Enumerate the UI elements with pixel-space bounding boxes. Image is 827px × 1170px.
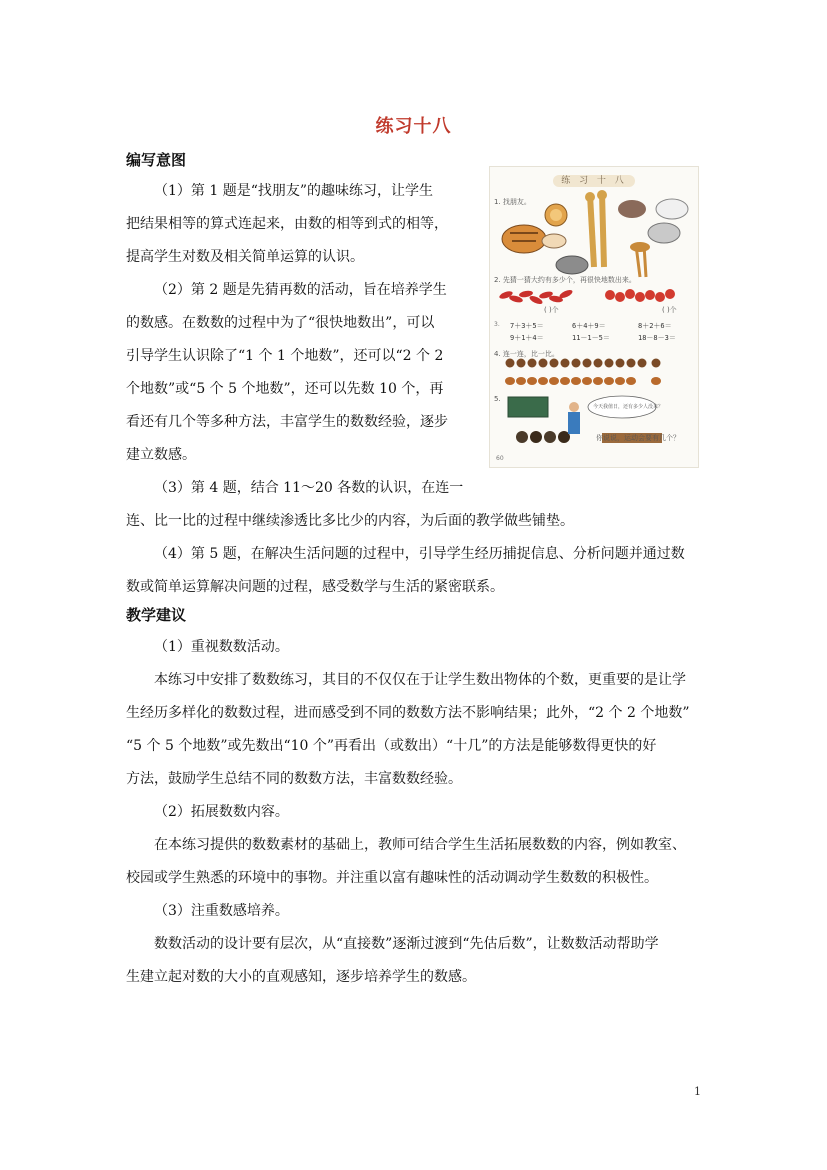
paragraph-line: 建立数感。	[126, 447, 196, 463]
figure-q1-label: 1. 找朋友。	[494, 198, 531, 206]
paragraph-line: 提高学生对数及相关简单运算的认识。	[126, 249, 364, 265]
figure-q3-cell: 11－1－5＝	[572, 334, 610, 342]
paragraph-line: 引导学生认识除了“1 个 1 个地数”，还可以“2 个 2	[126, 348, 444, 364]
paragraph-line: 校园或学生熟悉的环境中的事物。并注重以富有趣味性的活动调动学生数数的积极性。	[126, 870, 658, 886]
paragraph-line: （3）第 4 题，结合 11～20 各数的认识，在连一	[154, 480, 464, 496]
paragraph-line: （2）拓展数数内容。	[154, 804, 289, 820]
paragraph-line: 生经历多样化的数数过程，进而感受到不同的数数方法不影响结果；此外，“2 个 2 个地数”	[126, 705, 690, 721]
figure-title: 练 习 十 八	[490, 173, 698, 186]
figure-q5-caption: 你说说，运动会要有几个？	[596, 434, 680, 442]
paragraph-line: 数或简单运算解决问题的过程，感受数学与生活的紧密联系。	[126, 579, 504, 595]
figure-q3-cell: 18－8－3＝	[638, 334, 676, 342]
textbook-page-figure	[489, 166, 699, 468]
figure-page-number: 60	[496, 455, 504, 462]
paragraph-line: 在本练习提供的数数素材的基础上，教师可结合学生生活拓展数数的内容，例如教室、	[154, 837, 686, 853]
figure-q5-speech-bubble: 今天我值日，还有多少人没来？	[593, 404, 664, 410]
figure-q4-label: 4. 连一连，比一比。	[494, 350, 559, 358]
figure-q3-cell: 8＋2＋6＝	[638, 322, 672, 330]
figure-q2-blank-2: ( )个	[662, 306, 677, 314]
paragraph-line: 数数活动的设计要有层次，从“直接数”逐渐过渡到“先估后数”，让数数活动帮助学	[154, 936, 659, 952]
figure-q3-number: 3.	[494, 321, 500, 328]
paragraph-line: 看还有几个等多种方法，丰富学生的数数经验，逐步	[126, 414, 448, 430]
figure-q2-label: 2. 先猜一猜大约有多少个，再很快地数出来。	[494, 276, 636, 284]
paragraph-line: （3）注重数感培养。	[154, 903, 289, 919]
paragraph-line: 把结果相等的算式连起来，由数的相等到式的相等，	[126, 216, 448, 232]
paragraph-line: “5 个 5 个地数”或先数出“10 个”再看出（或数出）“十几”的方法是能够数得更快的好	[126, 738, 657, 754]
paragraph-line: 连、比一比的过程中继续渗透比多比少的内容，为后面的教学做些铺垫。	[126, 513, 574, 529]
paragraph-line: （1）重视数数活动。	[154, 639, 289, 655]
paragraph-line: （2）第 2 题是先猜再数的活动，旨在培养学生	[154, 282, 447, 298]
paragraph-line: 的数感。在数数的过程中为了“很快地数出”，可以	[126, 315, 435, 331]
paragraph-line: 本练习中安排了数数练习，其目的不仅仅在于让学生数出物体的个数，更重要的是让学	[154, 672, 686, 688]
paragraph-line: 方法，鼓励学生总结不同的数数方法，丰富数数经验。	[126, 771, 462, 787]
figure-q2-blank-1: ( )个	[544, 306, 559, 314]
figure-q3-cell: 9＋1＋4＝	[510, 334, 544, 342]
paragraph-line: 生建立起对数的大小的直观感知，逐步培养学生的数感。	[126, 969, 476, 985]
figure-q3-cell: 6＋4＋9＝	[572, 322, 606, 330]
section-heading-suggestions: 教学建议	[126, 606, 187, 624]
figure-q5-label: 5.	[494, 395, 501, 403]
section-heading-intent: 编写意图	[126, 151, 187, 169]
chestnuts-squirrels-illustration	[504, 357, 694, 391]
page-number: 1	[694, 1085, 701, 1098]
paragraph-line: （1）第 1 题是“找朋友”的趣味练习，让学生	[154, 183, 434, 199]
animal-illustration	[490, 187, 698, 282]
page-title: 练习十八	[375, 116, 452, 137]
figure-q3-cell: 7＋3＋5＝	[510, 322, 544, 330]
paragraph-line: （4）第 5 题，在解决生活问题的过程中，引导学生经历捕捉信息、分析问题并通过数	[154, 546, 685, 562]
paragraph-line: 个地数”或“5 个 5 个地数”，还可以先数 10 个，再	[126, 381, 444, 397]
